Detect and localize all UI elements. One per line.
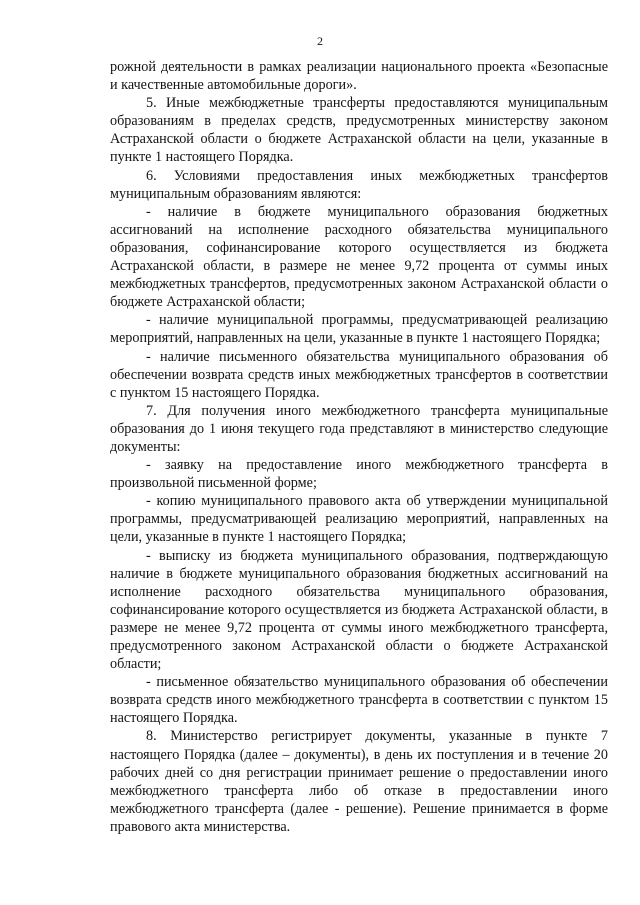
paragraph-9: - копию муниципального правового акта об утверждении муниципальной программы, предусматривающей реализацию мероприятий, направленных на цели, указанные в пункте 1 настоящего Порядка; — [110, 493, 608, 546]
paragraph-3: 6. Условиями предоставления иных межбюджетных трансфертов муниципальным образованиям являются: — [110, 167, 608, 202]
paragraph-5: - наличие муниципальной программы, предусматривающей реализацию мероприятий, направленных на цели, указанные в пункте 1 настоящего Порядка; — [110, 312, 608, 347]
document-body — [110, 58, 608, 836]
paragraph-1: рожной деятельности в рамках реализации национального проекта «Безопасные и качественные автомобильные дороги». — [110, 59, 608, 94]
paragraph-8: - заявку на предоставление иного межбюджетного трансферта в произвольной письменной форме; — [110, 457, 608, 492]
paragraph-11: - письменное обязательство муниципального образования об обеспечении возврата средств иного межбюджетного трансферта в соответствии с пунктом 15 настоящего Порядка. — [110, 674, 608, 727]
paragraph-7: 7. Для получения иного межбюджетного трансферта муниципальные образования до 1 июня текущего года представляют в министерство следующие документы: — [110, 402, 608, 455]
paragraph-4: - наличие в бюджете муниципального образования бюджетных ассигнований на исполнение расходного обязательства муниципального образования, софинансирование которого осуществляется из бюджета Астраханской области, в размере не менее 9,72 процента от суммы иных межбюджетных трансфертов, предусмотренных законом Астраханской области о бюджете Астраханской области; — [110, 203, 608, 311]
paragraph-12: 8. Министерство регистрирует документы, указанные в пункте 7 настоящего Порядка (далее – документы), в день их поступления и в течение 20 рабочих дней со дня регистрации принимает решение о предоставлении иного межбюджетного трансферта либо об отказе в предоставлении иного межбюджетного трансферта (далее - решение). Решение принимается в форме правового акта министерства. — [110, 728, 608, 835]
page-number: 2 — [317, 34, 323, 48]
paragraph-6: - наличие письменного обязательства муниципального образования об обеспечении возврата средств иных межбюджетных трансфертов в соответствии с пунктом 15 настоящего Порядка. — [110, 348, 608, 401]
paragraph-10: - выписку из бюджета муниципального образования, подтверждающую наличие в бюджете муниципального образования бюджетных ассигнований на исполнение расходного обязательства муниципального образования, софинансирование которого осуществляется из бюджета Астраханской области, в размере не менее 9,72 процента от суммы иного межбюджетного трансферта, предусмотренного законом Астраханской области о бюджете Астраханской области; — [110, 547, 608, 673]
paragraph-2: 5. Иные межбюджетные трансферты предоставляются муниципальным образованиям в пределах средств, предусмотренных министерству законом Астраханской области о бюджете Астраханской области на цели, указанные в пункте 1 настоящего Порядка. — [110, 95, 608, 166]
